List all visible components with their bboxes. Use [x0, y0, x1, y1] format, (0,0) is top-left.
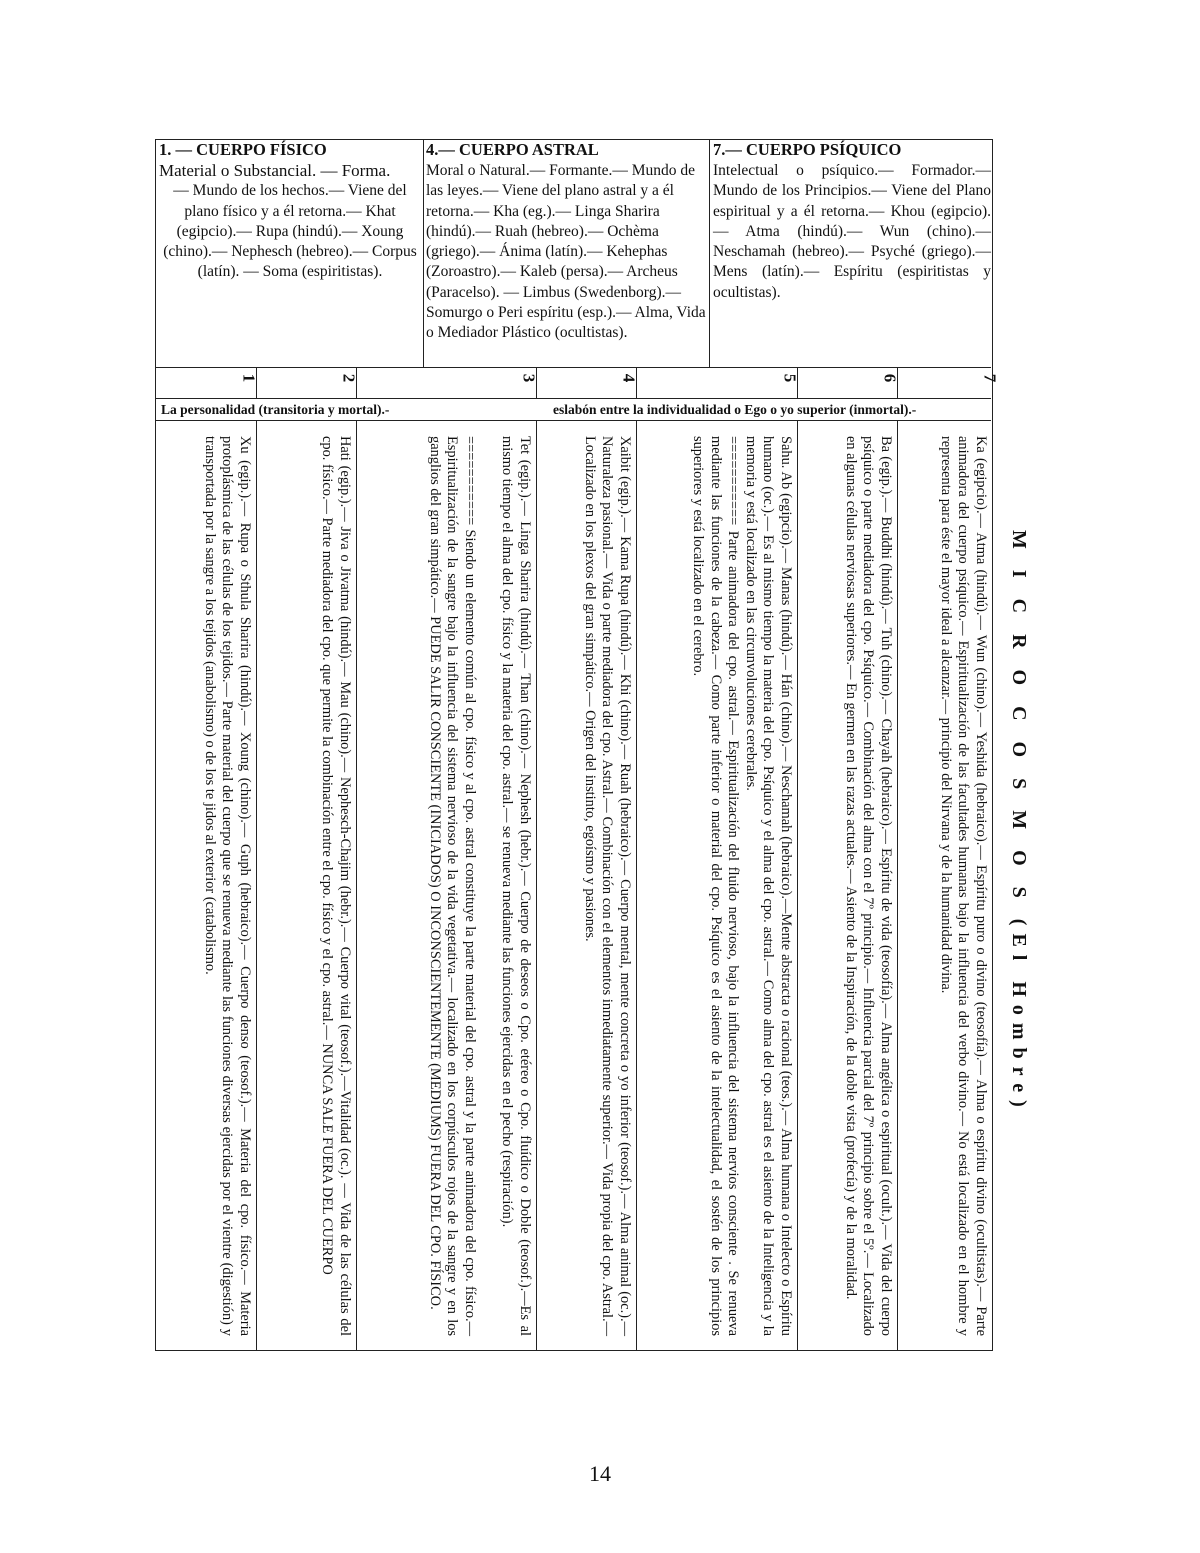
column-4-text [538, 436, 633, 1336]
caption-row [161, 402, 991, 418]
column-7-text [899, 436, 989, 1336]
column-3-text [358, 436, 533, 1336]
header-cuerpo-fisico [159, 140, 421, 283]
header-title: 1. — CUERPO FÍSICO [159, 140, 327, 159]
column-paragraph: Ba (egip.).— Buddhi (hindú).— Tuh (chino).— Chayah (hebraico).— Espíritu de vida (teosofía).— Alma angélica o espiritual (ocult.).— Vida del cuerpo psíquico o parte mediadora del cpo. Psíquico.— Combinación del alma con el 7º principio.— Influencia parcial del 7º principio sobre el 5º.— Localizado en algunas células nerviosas superiores.— En germen en las razas actuales.— Asiento de la Inspiración, de la doble vista (profecía) y de la moralidad. [842, 436, 894, 1336]
column-number-5: 5 [780, 373, 800, 383]
num-divider [256, 367, 257, 398]
column-paragraph: Sahu. Ab (egipcio).— Manas (hindú).— Hán (chino).— Neschamah (hebraico).—Mente abstracta o racional (teos.).— Alma humana o Intelecto o Espíritu humano (oc.).— Es al mismo tiempo la materia del cpo. Psíquico y el alma del cpo. astral.— Como alma del cpo. astral es el asiento de la Inteligencia y la memoria y está localizado en las circunvoluciones cerebrales. [742, 436, 794, 1336]
column-5-text [639, 436, 794, 1336]
column-number-6: 6 [880, 373, 900, 383]
column-paragraph: Tet (egip.).— Linga Sharira (hindú).— Than (chino).— Nephesh (hebr.).— Cuerpo de deseos o Cpo. etéreo o Cpo. fluídico o Doble (teosof.).—Es al mismo tiempo el alma del cpo. físico y la materia del cpo. astral.— se renueva mediante las funciones ejercidas en el pecho (respiración). [499, 436, 533, 1336]
header-cuerpo-astral [426, 140, 708, 344]
col-divider-6-7 [897, 420, 898, 1350]
caption-right: eslabón entre la individualidad o Ego o yo superior (inmortal).- [553, 402, 917, 417]
num-divider [797, 367, 798, 398]
column-number-4: 4 [619, 373, 639, 383]
column-paragraph: Xu (egip.).— Rupa o Sthula Sharira (hindú).— Xoung (chino).— Guph (hebraico).— Cuerpo denso (teosof.).— Materia del cpo. físico.— Materia protoplásmica de las células de los tejidos.— Parte material del cuerpo que se renueva mediante las funciones diversas ejercidas por el vientre (digestión) y transportada por la sangre a los tejidos (anabolismo) o de los te jidos al exterior (catabolismo. [201, 436, 253, 1336]
column-paragraph: =========== Parte animadora del cpo. astral.— Espiritualización del fluido nervioso, bajo la influencia del sistema nervios consciente . Se renueva mediante las funciones de la cabeza.— Como parte inferior o material del cpo. Psíquico es el asiento de la intelectualidad, el sostén de los principios superiores y está localizado en el cerebro. [690, 436, 742, 1336]
header-divider-2 [709, 140, 710, 367]
header-first-line: Material o Substancial. — Forma. [159, 161, 391, 180]
header-divider-1 [423, 140, 424, 367]
column-paragraph: Ka (egipcio).— Atma (hindú).— Wun (chino).— Yeshida (hebraico).— Espíritu puro o divino (teosofía).— Alma o espíritu divino (ocultistas).— Parte animadora del cuerpo psíquico.— Espiritualización de las facultades humanas bajo la influencia del verbo divino.— No está localizado en el hombre y representa para éste el mayor ideal a alcanzar.— principio del Nirvana y de la humanidad divina. [937, 436, 989, 1336]
column-1-text [158, 436, 253, 1336]
page-number: 14 [589, 1461, 611, 1486]
column-paragraph: Xaibit (egip.).— Kama Rupa (hindú).— Khi (chino).— Ruah (hebraico).— Cuerpo mental, mente concreta o yo inferior (teosof.).— Alma animal (oc.).— Naturaleza pasional.— Vida o parte mediadora del cpo. Astral.— Combinación con el elementos inmediatamente superior.— Vida propia del cpo. Astral.— Localizado en los plexos del gran simpático.— Origen del instinto, egoísmo y pasiones. [581, 436, 633, 1336]
header-cuerpo-psiquico [713, 140, 991, 303]
column-6-text [799, 436, 894, 1336]
header-bottom-rule [156, 367, 991, 368]
num-divider [356, 367, 357, 398]
caption-left: La personalidad (transitoria y mortal).- [161, 402, 390, 417]
header-text: Moral o Natural.— Formante.— Mundo de las leyes.— Viene del plano astral y a él retorna.— Kha (eg.).— Linga Sharira (hindú).— Ruah (hebreo).— Ochèma (griego).— Ánima (latín).— Kehephas (Zoroastro).— Kaleb (persa).— Archeus (Paracelso). — Limbus (Swedenborg).— Somurgo o Peri espíritu (esp.).— Alma, Vida o Mediador Plástico (ocultistas). [426, 162, 706, 342]
header-title: 7.— CUERPO PSÍQUICO [713, 140, 902, 159]
column-paragraph: Hati (egip.).— Jiva o Jivatma (hindú).— Mau (chino).— Nephesch-Chajim (hebr.).— Cuerpo vital (teosof.).—Vitalidad (oc.). — Vida de las células del cpo. físico.— Parte mediadora del cpo. que permite la combinación entre el cpo. físico y el cpo. astral.— NUNCA SALE FUERA DEL CUERPO [319, 436, 353, 1336]
header-text: — Mundo de los hechos.— Viene del plano físico y a él retorna.— Khat (egipcio).— Rupa (hindú).— Xoung (chino).— Nephesch (hebreo).— Corpus (latín). — Soma (espiritistas). [163, 182, 417, 281]
col-divider-4-5 [636, 420, 637, 1350]
col-divider-5-6 [797, 420, 798, 1350]
column-number-3: 3 [519, 373, 539, 383]
column-paragraph: =========== Siendo un elemento común al cpo. físico y al cpo. astral constituye la parte material del cpo. astral y la parte animadora del cpo. físico.— Espiritualización de la sangre bajo la influencia del sistema nervioso de la vida vegetativa.— localizado en los corpúsculos rojos de la sangre y en los ganglios del gran simpático.— PUEDE SALIR CONSCIENTE (INICIADOS) O INCONSCIENTEMENTE (MEDIUMS) FUERA DEL CPO. FÍSICO. [426, 436, 478, 1336]
num-divider [536, 367, 537, 398]
header-text: Intelectual o psíquico.— Formador.— Mundo de los Principios.— Viene del Plano espiritual y a él retorna.— Khou (egipcio).— Atma (hindú).— Wun (chino).—Neschamah (hebreo).— Psyché (griego).— Mens (latín).— Espíritu (espiritistas y ocultistas). [713, 162, 991, 301]
column-number-1: 1 [239, 373, 259, 383]
col-divider-2-3 [356, 420, 357, 1350]
column-number-7: 7 [980, 373, 1000, 383]
numbers-row-rule [156, 398, 991, 399]
column-number-2: 2 [339, 373, 359, 383]
col-divider-3-4 [536, 420, 537, 1350]
caption-row-rule [156, 420, 991, 421]
vertical-title: M I C R O C O S M O S (El Hombre) [1008, 530, 1030, 1115]
num-divider [897, 367, 898, 398]
microcosmos-table [155, 139, 1000, 1351]
column-2-text [258, 436, 353, 1336]
col-divider-1-2 [256, 420, 257, 1350]
header-title: 4.— CUERPO ASTRAL [426, 140, 599, 159]
